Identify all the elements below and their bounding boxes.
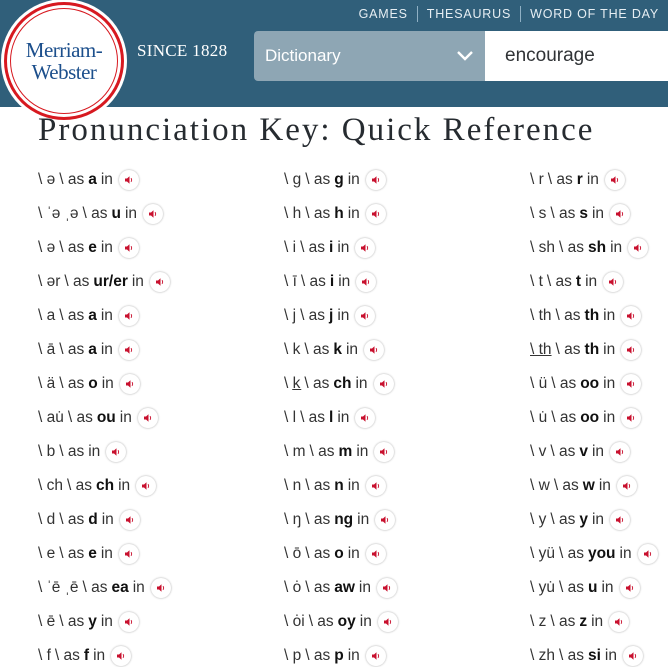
- in-label: in: [100, 171, 113, 188]
- logo-line-1: Merriam-: [25, 38, 103, 62]
- pronunciation-symbol: \ ä: [38, 375, 56, 392]
- speaker-icon[interactable]: [621, 408, 641, 428]
- as-label: \ as: [66, 477, 92, 494]
- example-letters: n: [334, 477, 344, 494]
- example-letters: u: [111, 205, 121, 222]
- in-label: in: [101, 511, 114, 528]
- pronunciation-row: [284, 333, 398, 367]
- pronunciation-symbol: \ e: [38, 545, 56, 562]
- pronunciation-symbol: \ a: [38, 307, 56, 324]
- pronunciation-row: [284, 299, 398, 333]
- speaker-icon[interactable]: [136, 476, 156, 496]
- pronunciation-row: [284, 401, 398, 435]
- as-label: \ as: [308, 613, 334, 630]
- example-letters: th: [584, 307, 600, 324]
- pronunciation-symbol: \ k: [284, 341, 301, 358]
- speaker-icon[interactable]: [120, 510, 140, 530]
- example-letters: ea: [111, 579, 129, 596]
- speaker-icon[interactable]: [623, 646, 643, 666]
- example-letters: v: [579, 443, 588, 460]
- example-letters: a: [88, 307, 97, 324]
- speaker-icon[interactable]: [617, 476, 637, 496]
- as-label: \ as: [309, 443, 335, 460]
- pronunciation-row: [38, 367, 171, 401]
- speaker-icon[interactable]: [610, 204, 630, 224]
- pronunciation-row: [530, 163, 658, 197]
- as-label: \ as: [553, 477, 579, 494]
- speaker-icon[interactable]: [638, 544, 658, 564]
- pronunciation-row: [530, 299, 658, 333]
- pronunciation-row: [38, 571, 171, 605]
- speaker-icon[interactable]: [621, 306, 641, 326]
- as-label: \ as: [558, 647, 584, 664]
- as-label: \ as: [550, 205, 576, 222]
- in-label: in: [591, 205, 605, 222]
- pronunciation-symbol: \ m: [284, 443, 306, 460]
- example-letters: f: [83, 647, 90, 664]
- example-letters: you: [587, 545, 616, 562]
- pronunciation-row: [38, 435, 171, 469]
- speaker-icon[interactable]: [374, 374, 394, 394]
- pronunciation-row: [38, 265, 171, 299]
- in-label: in: [100, 239, 113, 256]
- example-letters: d: [88, 511, 98, 528]
- example-letters: sh: [587, 239, 607, 256]
- pronunciation-symbol: \ ē: [38, 613, 56, 630]
- pronunciation-row: [284, 469, 398, 503]
- pronunciation-symbol: \ zh: [530, 647, 555, 664]
- pronunciation-symbol: \ ō: [284, 545, 302, 562]
- in-label: in: [601, 579, 614, 596]
- as-label: \ as: [304, 375, 330, 392]
- in-label: in: [100, 613, 113, 630]
- pronunciation-symbol: \ ŋ: [284, 511, 302, 528]
- in-label: in: [603, 375, 616, 392]
- pronunciation-row: [530, 367, 658, 401]
- in-label: in: [604, 647, 617, 664]
- example-letters: oy: [337, 613, 356, 630]
- speaker-icon[interactable]: [356, 272, 376, 292]
- pronunciation-row: [530, 231, 658, 265]
- chevron-down-icon: [455, 47, 475, 63]
- pronunciation-symbol: \ ˈē ˌē: [38, 579, 79, 596]
- speaker-icon[interactable]: [610, 442, 630, 462]
- pronunciation-symbol: \ au̇: [38, 409, 64, 426]
- as-label: \ as: [82, 205, 108, 222]
- in-label: in: [100, 341, 113, 358]
- speaker-icon[interactable]: [119, 544, 139, 564]
- in-label: in: [124, 205, 138, 222]
- speaker-icon[interactable]: [366, 204, 386, 224]
- in-label: in: [359, 613, 372, 630]
- pronunciation-symbol: \ ch: [38, 477, 63, 494]
- in-label: in: [356, 443, 369, 460]
- in-label: in: [591, 443, 605, 460]
- as-label: \ as: [59, 443, 85, 460]
- as-label: \ as: [67, 409, 93, 426]
- top-nav: [350, 6, 668, 22]
- pronunciation-row: [530, 401, 658, 435]
- as-label: \ as: [550, 443, 576, 460]
- pronunciation-row: [284, 265, 398, 299]
- example-letters: i: [329, 239, 334, 256]
- in-label: in: [337, 409, 350, 426]
- as-label: \ as: [300, 307, 326, 324]
- as-label: \ as: [59, 341, 85, 358]
- pronunciation-row: [530, 197, 658, 231]
- speaker-icon[interactable]: [119, 170, 139, 190]
- dictionary-select[interactable]: [254, 31, 485, 81]
- pronunciation-row: [284, 231, 398, 265]
- pronunciation-row: [530, 537, 658, 571]
- speaker-icon[interactable]: [366, 170, 386, 190]
- pronunciation-row: [38, 197, 171, 231]
- as-label: \ as: [550, 511, 576, 528]
- speaker-icon[interactable]: [119, 238, 139, 258]
- in-label: in: [93, 647, 106, 664]
- as-label: \ as: [305, 511, 331, 528]
- pronunciation-symbol: \ j: [284, 307, 297, 324]
- pronunciation-row: [38, 503, 171, 537]
- speaker-icon[interactable]: [143, 204, 163, 224]
- example-letters: a: [88, 171, 97, 188]
- example-letters: si: [587, 647, 601, 664]
- nav-word-of-the-day[interactable]: WORD OF THE DAY: [530, 7, 659, 21]
- example-letters: ch: [333, 375, 352, 392]
- as-label: \ as: [305, 205, 331, 222]
- pronunciation-symbol: \ f: [38, 647, 51, 664]
- pronunciation-row: [38, 333, 171, 367]
- pronunciation-row: [38, 639, 171, 667]
- example-letters: o: [334, 545, 344, 562]
- speaker-icon[interactable]: [609, 612, 629, 632]
- pronunciation-row: [38, 605, 171, 639]
- example-letters: p: [334, 647, 344, 664]
- key-column-3: [530, 163, 658, 667]
- speaker-icon[interactable]: [366, 544, 386, 564]
- speaker-icon[interactable]: [378, 612, 398, 632]
- pronunciation-row: [284, 503, 398, 537]
- pronunciation-symbol: \ g: [284, 171, 302, 188]
- in-label: in: [355, 375, 368, 392]
- since-tagline: SINCE 1828: [137, 41, 228, 60]
- example-letters: ou: [96, 409, 116, 426]
- pronunciation-row: [284, 163, 398, 197]
- as-label: \ as: [305, 647, 331, 664]
- pronunciation-symbol: \ ˈə ˌə: [38, 205, 79, 222]
- speaker-icon[interactable]: [355, 306, 375, 326]
- example-letters: t: [575, 273, 582, 290]
- speaker-icon[interactable]: [150, 272, 170, 292]
- in-label: in: [347, 545, 360, 562]
- speaker-icon[interactable]: [366, 646, 386, 666]
- speaker-icon[interactable]: [119, 306, 139, 326]
- pronunciation-symbol: \ s: [530, 205, 547, 222]
- pronunciation-row: [530, 435, 658, 469]
- speaker-icon[interactable]: [119, 340, 139, 360]
- as-label: \ as: [305, 579, 331, 596]
- pronunciation-symbol: \ ȯ: [284, 579, 302, 596]
- in-label: in: [88, 443, 101, 460]
- pronunciation-row: [530, 265, 658, 299]
- in-label: in: [591, 511, 605, 528]
- pronunciation-row: [38, 231, 171, 265]
- as-label: \ as: [551, 409, 577, 426]
- as-label: \ as: [300, 409, 326, 426]
- pronunciation-row: [38, 401, 171, 435]
- speaker-icon[interactable]: [355, 408, 375, 428]
- as-label: \ as: [546, 273, 572, 290]
- nav-thesaurus[interactable]: THESAURUS: [426, 7, 512, 21]
- pronunciation-symbol: \ ə: [38, 171, 56, 188]
- example-letters: m: [338, 443, 353, 460]
- in-label: in: [100, 545, 113, 562]
- pronunciation-symbol: \ b: [38, 443, 56, 460]
- example-letters: z: [579, 613, 588, 630]
- pronunciation-row: [38, 299, 171, 333]
- as-label: \ as: [59, 307, 85, 324]
- pronunciation-row: [284, 639, 398, 667]
- in-label: in: [337, 239, 350, 256]
- in-label: in: [358, 579, 371, 596]
- key-column-2: [284, 163, 398, 667]
- in-label: in: [119, 409, 132, 426]
- speaker-icon[interactable]: [364, 340, 384, 360]
- pronunciation-symbol: \ ī: [284, 273, 297, 290]
- pronunciation-symbol: \ u̇: [530, 409, 548, 426]
- speaker-icon[interactable]: [375, 510, 395, 530]
- speaker-icon[interactable]: [138, 408, 158, 428]
- as-label: \ as: [551, 375, 577, 392]
- speaker-icon[interactable]: [374, 442, 394, 462]
- pronunciation-symbol: \ k̲: [284, 375, 301, 392]
- pronunciation-row: [284, 197, 398, 231]
- speaker-icon[interactable]: [120, 374, 140, 394]
- in-label: in: [131, 273, 144, 290]
- in-label: in: [603, 341, 616, 358]
- pronunciation-symbol: \ yü: [530, 545, 555, 562]
- as-label: \ as: [300, 273, 326, 290]
- in-label: in: [586, 171, 599, 188]
- example-letters: th: [584, 341, 600, 358]
- in-label: in: [345, 341, 359, 358]
- speaker-icon[interactable]: [621, 340, 641, 360]
- in-label: in: [338, 273, 351, 290]
- example-letters: r: [576, 171, 583, 188]
- example-letters: e: [88, 239, 97, 256]
- example-letters: g: [334, 171, 344, 188]
- as-label: \ as: [300, 239, 326, 256]
- in-label: in: [347, 647, 360, 664]
- pronunciation-row: [284, 435, 398, 469]
- example-letters: j: [329, 307, 334, 324]
- example-letters: oo: [580, 409, 600, 426]
- in-label: in: [347, 205, 360, 222]
- speaker-icon[interactable]: [119, 612, 139, 632]
- example-letters: e: [88, 545, 97, 562]
- as-label: \ as: [59, 613, 85, 630]
- speaker-icon[interactable]: [610, 510, 630, 530]
- as-label: \ as: [558, 545, 584, 562]
- example-letters: s: [579, 205, 588, 222]
- example-letters: k: [333, 341, 342, 358]
- example-letters: a: [88, 341, 97, 358]
- as-label: \ as: [305, 545, 331, 562]
- search-input[interactable]: [485, 31, 668, 81]
- speaker-icon[interactable]: [106, 442, 126, 462]
- example-letters: oo: [580, 375, 600, 392]
- in-label: in: [585, 273, 598, 290]
- pronunciation-symbol: \ th: [530, 307, 552, 324]
- pronunciation-row: [530, 639, 658, 667]
- example-letters: ur/er: [93, 273, 128, 290]
- speaker-icon[interactable]: [605, 170, 625, 190]
- pronunciation-symbol: \ p: [284, 647, 302, 664]
- as-label: \ as: [558, 239, 584, 256]
- pronunciation-row: [284, 537, 398, 571]
- example-letters: i: [329, 273, 335, 290]
- in-label: in: [619, 545, 632, 562]
- as-label: \ as: [558, 579, 584, 596]
- example-letters: y: [88, 613, 97, 630]
- site-header: [0, 0, 668, 107]
- pronunciation-row: [284, 571, 398, 605]
- speaker-icon[interactable]: [620, 578, 640, 598]
- example-letters: ch: [95, 477, 115, 494]
- speaker-icon[interactable]: [366, 476, 386, 496]
- dictionary-select-label: Dictionary: [265, 46, 341, 65]
- pronunciation-symbol: \ ə: [38, 239, 56, 256]
- as-label: \ as: [555, 307, 581, 324]
- pronunciation-symbol: \ ȯi: [284, 613, 305, 630]
- as-label: \ as: [555, 341, 581, 358]
- pronunciation-row: [38, 163, 171, 197]
- pronunciation-symbol: \ z: [530, 613, 547, 630]
- page-title: Pronunciation Key: Quick Reference: [38, 112, 595, 148]
- as-label: \ as: [547, 171, 573, 188]
- logo-text: [7, 39, 121, 83]
- pronunciation-row: [284, 367, 398, 401]
- in-label: in: [598, 477, 611, 494]
- pronunciation-symbol: \ sh: [530, 239, 555, 256]
- pronunciation-symbol: \ ā: [38, 341, 56, 358]
- speaker-icon[interactable]: [355, 238, 375, 258]
- pronunciation-symbol: \ r: [530, 171, 544, 188]
- in-label: in: [347, 171, 360, 188]
- pronunciation-row: [530, 571, 658, 605]
- as-label: \ as: [59, 545, 85, 562]
- speaker-icon[interactable]: [151, 578, 171, 598]
- in-label: in: [357, 511, 370, 528]
- as-label: \ as: [59, 239, 85, 256]
- pronunciation-row: [530, 503, 658, 537]
- as-label: \ as: [305, 171, 331, 188]
- in-label: in: [347, 477, 360, 494]
- pronunciation-symbol: \ h: [284, 205, 302, 222]
- pronunciation-row: [38, 537, 171, 571]
- in-label: in: [610, 239, 623, 256]
- in-label: in: [100, 307, 113, 324]
- in-label: in: [603, 307, 616, 324]
- example-letters: h: [334, 205, 344, 222]
- example-letters: aw: [334, 579, 355, 596]
- in-label: in: [132, 579, 145, 596]
- example-letters: l: [329, 409, 334, 426]
- in-label: in: [118, 477, 131, 494]
- as-label: \ as: [82, 579, 108, 596]
- pronunciation-row: [284, 605, 398, 639]
- merriam-webster-logo[interactable]: [4, 2, 124, 120]
- nav-games[interactable]: GAMES: [358, 7, 408, 21]
- pronunciation-symbol: \ i: [284, 239, 297, 256]
- speaker-icon[interactable]: [377, 578, 397, 598]
- pronunciation-symbol: \ ər: [38, 273, 61, 290]
- example-letters: u: [587, 579, 598, 596]
- pronunciation-row: [530, 469, 658, 503]
- as-label: \ as: [304, 341, 330, 358]
- as-label: \ as: [305, 477, 331, 494]
- example-letters: ng: [334, 511, 354, 528]
- in-label: in: [591, 613, 604, 630]
- as-label: \ as: [59, 375, 85, 392]
- speaker-icon[interactable]: [111, 646, 131, 666]
- pronunciation-row: [530, 333, 658, 367]
- key-column-1: [38, 163, 171, 667]
- as-label: \ as: [59, 511, 85, 528]
- example-letters: y: [579, 511, 588, 528]
- pronunciation-symbol: \ th: [530, 341, 552, 358]
- pronunciation-symbol: \ y: [530, 511, 547, 528]
- speaker-icon[interactable]: [621, 374, 641, 394]
- pronunciation-symbol: \ v: [530, 443, 547, 460]
- example-letters: o: [88, 375, 98, 392]
- pronunciation-symbol: \ ü: [530, 375, 548, 392]
- pronunciation-symbol: \ l: [284, 409, 297, 426]
- in-label: in: [603, 409, 616, 426]
- speaker-icon[interactable]: [628, 238, 648, 258]
- pronunciation-row: [530, 605, 658, 639]
- speaker-icon[interactable]: [603, 272, 623, 292]
- as-label: \ as: [64, 273, 90, 290]
- pronunciation-symbol: \ d: [38, 511, 56, 528]
- in-label: in: [337, 307, 350, 324]
- example-letters: w: [582, 477, 595, 494]
- as-label: \ as: [550, 613, 576, 630]
- pronunciation-symbol: \ w: [530, 477, 550, 494]
- pronunciation-row: [38, 469, 171, 503]
- as-label: \ as: [59, 171, 85, 188]
- logo-line-2: Webster: [31, 60, 97, 84]
- pronunciation-symbol: \ t: [530, 273, 543, 290]
- as-label: \ as: [54, 647, 80, 664]
- pronunciation-symbol: \ n: [284, 477, 302, 494]
- search-input-value: encourage: [505, 45, 595, 66]
- in-label: in: [101, 375, 114, 392]
- pronunciation-symbol: \ yu̇: [530, 579, 555, 596]
